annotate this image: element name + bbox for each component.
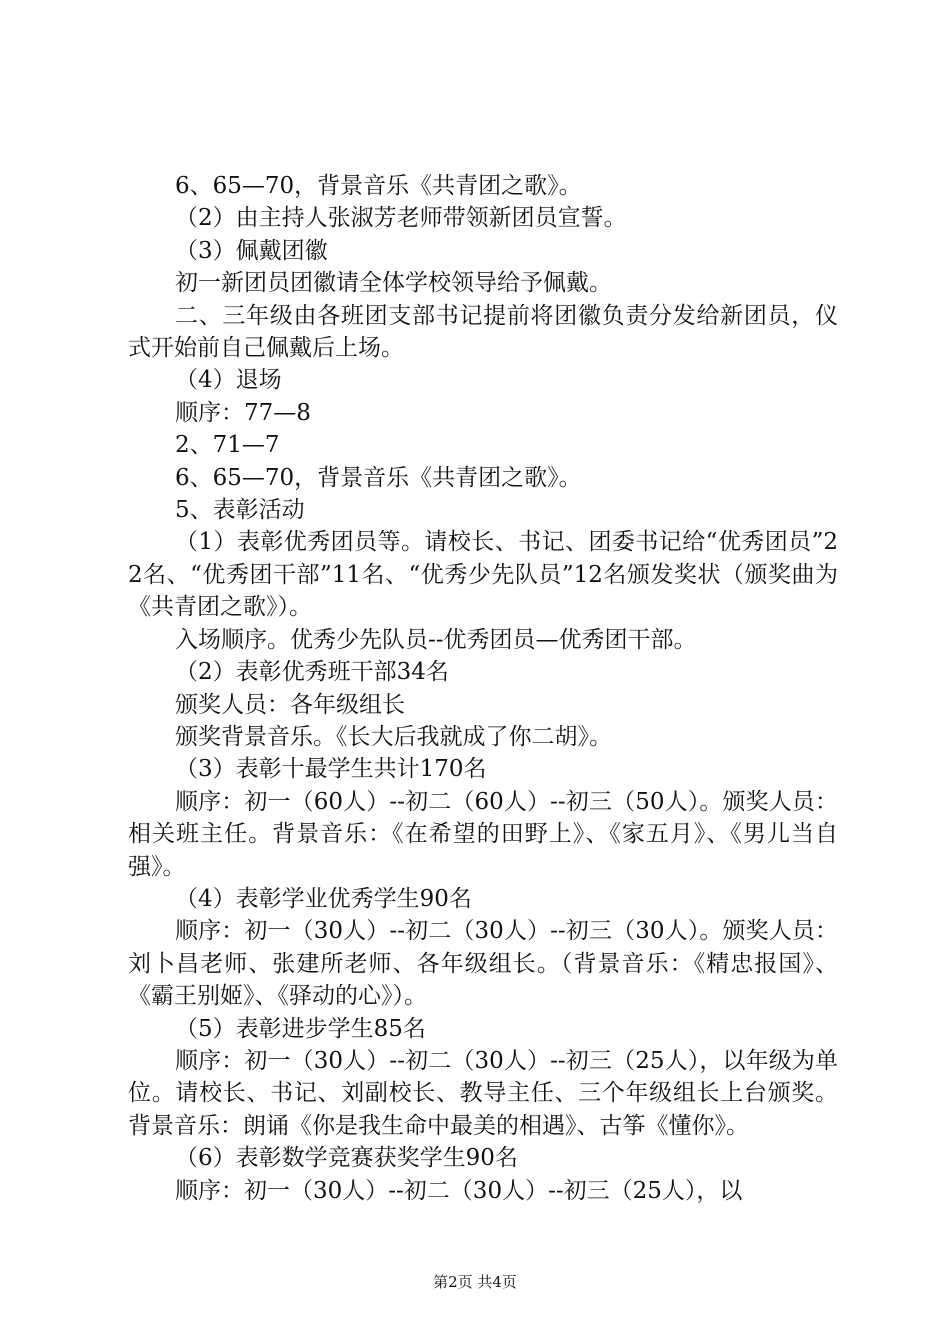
paragraph: 6、65—70，背景音乐《共青团之歌》。 xyxy=(175,464,582,491)
paragraph: 5、表彰活动 xyxy=(175,497,305,524)
paragraph: 2、71—7 xyxy=(175,432,280,459)
paragraph: 顺序：初一（30人）--初二（30人）--初三（25人），以年级为单位。请校长、书记、刘副校长、教导主任、三个年级组长上台颁奖。背景音乐：朗诵《你是我生命中最美的相遇》、古筝《懂你》。 xyxy=(128,1047,838,1139)
paragraph: 顺序：初一（30人）--初二（30人）--初三（30人）。颁奖人员：刘卜昌老师、张建所老师、各年级组长。（背景音乐：《精忠报国》、《霸王别姬》、《驿动的心》）。 xyxy=(128,918,838,1010)
page-footer xyxy=(0,1272,950,1292)
page-number-label: 第2页 共4页 xyxy=(433,1273,517,1291)
paragraph: 颁奖背景音乐。《长大后我就成了你二胡》。 xyxy=(175,723,612,750)
paragraph: （2）由主持人张淑芳老师带领新团员宣誓。 xyxy=(175,205,627,232)
paragraph: （6）表彰数学竞赛获奖学生90名 xyxy=(175,1145,518,1172)
paragraph: （2）表彰优秀班干部34名 xyxy=(175,659,449,686)
paragraph: （4）表彰学业优秀学生90名 xyxy=(175,885,472,912)
paragraph: 初一新团员团徽请全体学校领导给予佩戴。 xyxy=(175,270,612,297)
paragraph: 颁奖人员：各年级组长 xyxy=(175,691,405,718)
paragraph: （3）佩戴团徽 xyxy=(175,237,328,264)
paragraph: 入场顺序。优秀少先队员--优秀团员—优秀团干部。 xyxy=(175,626,697,653)
document-body xyxy=(128,170,838,1207)
paragraph: 二、三年级由各班团支部书记提前将团徽负责分发给新团员，仪式开始前自己佩戴后上场。 xyxy=(128,302,838,362)
paragraph: 顺序：初一（60人）--初二（60人）--初三（50人）。颁奖人员：相关班主任。背景音乐：《在希望的田野上》、《家五月》、《男儿当自强》。 xyxy=(128,788,838,880)
paragraph: （3）表彰十最学生共计170名 xyxy=(175,756,487,783)
paragraph: （4）退场 xyxy=(175,367,282,394)
paragraph: （1）表彰优秀团员等。请校长、书记、团委书记给“优秀团员”22名、“优秀团干部”11名、“优秀少先队员”12名颁发奖状（颁奖曲为《共青团之歌》）。 xyxy=(128,529,838,621)
paragraph: 6、65—70，背景音乐《共青团之歌》。 xyxy=(175,173,582,199)
paragraph: 顺序：初一（30人）--初二（30人）--初三（25人），以 xyxy=(175,1177,743,1204)
paragraph: 顺序：77—8 xyxy=(175,399,311,426)
paragraph: （5）表彰进步学生85名 xyxy=(175,1015,426,1042)
